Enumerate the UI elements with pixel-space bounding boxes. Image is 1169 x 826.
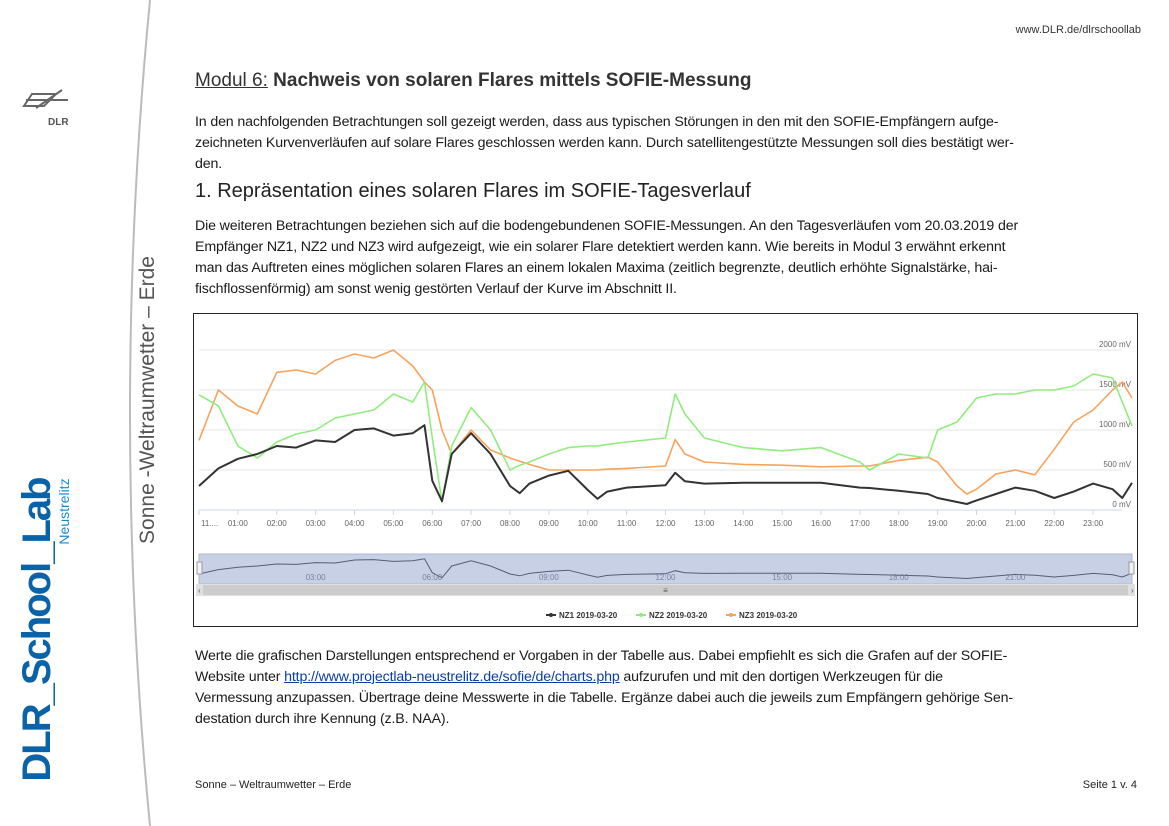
x-tick-label: 10:00	[577, 519, 598, 528]
x-tick-label: 19:00	[927, 519, 948, 528]
navigator-label: 09:00	[538, 573, 559, 582]
x-tick-label: 18:00	[888, 519, 909, 528]
scrollbar-grip-icon[interactable]: ≡	[663, 586, 668, 595]
navigator-handle-right[interactable]	[1129, 562, 1134, 574]
task-line	[195, 667, 1013, 688]
x-tick-label: 03:00	[305, 519, 326, 528]
legend-item[interactable]: NZ1 2019-03-20	[559, 611, 618, 620]
intro-line: den.	[195, 156, 223, 172]
x-tick-label: 13:00	[694, 519, 715, 528]
footer-left: Sonne – Weltraumwetter – Erde	[195, 779, 352, 791]
task-line: destation durch ihre Kennung (z.B. NAA).	[195, 711, 450, 727]
y-tick-label: 2000 mV	[1098, 340, 1131, 349]
task-paragraph	[195, 646, 1013, 730]
x-tick-label: 22:00	[1044, 519, 1065, 528]
scrollbar-left-arrow-icon[interactable]: ‹	[198, 586, 201, 595]
x-tick-label: 07:00	[461, 519, 482, 528]
x-tick-label: 01:00	[227, 519, 248, 528]
task-text: Website unter	[195, 669, 285, 685]
y-tick-label: 0 mV	[1112, 500, 1131, 509]
x-tick-label: 21:00	[1005, 519, 1026, 528]
sofie-chart[interactable]	[193, 313, 1138, 627]
intro-paragraph	[195, 112, 1014, 175]
x-tick-label: 15:00	[772, 519, 793, 528]
navigator-handle-left[interactable]	[197, 562, 202, 574]
section-line: man das Auftreten eines möglichen solaren Flares an einem lokalen Maxima (zeitlich begrenzte, deutlich erhöhte Signalstärke, hai-	[195, 260, 998, 276]
legend-marker	[639, 613, 643, 617]
x-tick-label: 12:00	[655, 519, 676, 528]
schoollab-logo	[15, 478, 72, 782]
x-tick-label: 23:00	[1083, 519, 1104, 528]
navigator-label: 21:00	[1005, 573, 1026, 582]
schoollab-logo-text: DLR_School_Lab	[15, 478, 59, 782]
module-label: Modul 6:	[195, 70, 268, 91]
chart-svg[interactable]	[194, 314, 1137, 626]
page-title	[195, 70, 751, 92]
schoollab-location: Neustrelitz	[56, 478, 72, 545]
x-tick-label: 05:00	[383, 519, 404, 528]
section-heading: 1. Repräsentation eines solaren Flares im SOFIE-Tagesverlauf	[195, 180, 751, 202]
series-line-nz2	[199, 374, 1132, 502]
y-tick-label: 500 mV	[1103, 460, 1131, 469]
x-tick-label: 11....	[201, 519, 219, 528]
series-line-nz3	[199, 350, 1132, 494]
section-paragraph	[195, 216, 1018, 300]
x-tick-label: 08:00	[499, 519, 521, 528]
x-tick-label: 14:00	[733, 519, 754, 528]
module-title: Nachweis von solaren Flares mittels SOFIE-Messung	[273, 70, 752, 91]
x-tick-label: 06:00	[422, 519, 443, 528]
intro-line: zeichneten Kurvenverläufen auf solare Flares geschlossen werden kann. Durch satellitengestützte Messungen soll dies bestätigt wer-	[195, 135, 1014, 151]
navigator-label: 12:00	[655, 573, 676, 582]
y-tick-label: 1000 mV	[1098, 420, 1131, 429]
legend-marker	[549, 613, 553, 617]
navigator-label: 15:00	[772, 573, 793, 582]
legend-item[interactable]: NZ3 2019-03-20	[739, 611, 798, 620]
task-line: Werte die grafischen Darstellungen entsprechend er Vorgaben in der Tabelle aus. Dabei empfiehlt es sich die Grafen auf der SOFIE-	[195, 648, 1008, 664]
dlr-logo	[22, 84, 72, 128]
navigator-label: 18:00	[888, 573, 909, 582]
legend-item[interactable]: NZ2 2019-03-20	[649, 611, 708, 620]
y-tick-label: 1500 mV	[1098, 380, 1131, 389]
section-line: Empfänger NZ1, NZ2 und NZ3 wird aufgezeigt, wie ein solarer Flare detektiert werden kann. Wie bereits in Modul 3 erwähnt erkennt	[195, 239, 1006, 255]
section-line: fischflossenförmig) am sonst wenig gestörten Verlauf der Kurve im Abschnitt II.	[195, 281, 677, 297]
x-tick-label: 17:00	[849, 519, 870, 528]
x-tick-label: 04:00	[344, 519, 365, 528]
section-line: Die weiteren Betrachtungen beziehen sich auf die bodengebundenen SOFIE-Messungen. An den Tagesverläufen vom 20.03.2019 der	[195, 218, 1019, 234]
x-tick-label: 02:00	[266, 519, 287, 528]
x-tick-label: 11:00	[616, 519, 637, 528]
navigator-label: 03:00	[305, 573, 326, 582]
task-text: aufzurufen und mit den dortigen Werkzeugen für die	[619, 669, 943, 685]
x-tick-label: 09:00	[538, 519, 559, 528]
navigator-label: 06:00	[422, 573, 443, 582]
x-tick-label: 16:00	[810, 519, 832, 528]
side-title: Sonne -Weltraumwetter – Erde	[136, 256, 159, 544]
task-line: Vermessung anzupassen. Übertrage deine Messwerte in die Tabelle. Ergänze dabei auch die jeweils zum Empfängern gehörige Sen-	[195, 690, 1013, 706]
dlr-logo-text: DLR	[48, 117, 69, 128]
header-url: www.DLR.de/dlrschoollab	[1015, 24, 1141, 36]
scrollbar-right-arrow-icon[interactable]: ›	[1131, 586, 1134, 595]
dlr-emblem-icon	[22, 84, 72, 120]
sofie-charts-link[interactable]: http://www.projectlab-neustrelitz.de/sofie/de/charts.php	[284, 669, 620, 685]
legend-marker	[729, 613, 733, 617]
x-tick-label: 20:00	[966, 519, 987, 528]
intro-line: In den nachfolgenden Betrachtungen soll gezeigt werden, dass aus typischen Störungen in den mit den SOFIE-Empfängern aufge-	[195, 114, 999, 130]
footer-page: Seite 1 v. 4	[1082, 779, 1137, 791]
